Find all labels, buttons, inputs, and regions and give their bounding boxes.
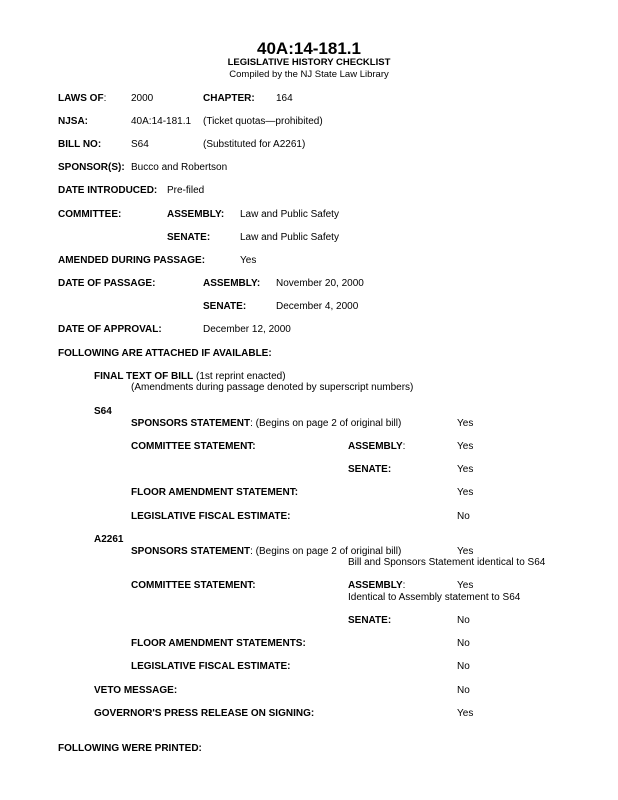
amended-value: Yes xyxy=(240,255,257,266)
press-value: Yes xyxy=(457,708,474,719)
approval-value: December 12, 2000 xyxy=(203,324,291,335)
njsa-note: (Ticket quotas—prohibited) xyxy=(203,116,323,127)
s64-committee-assembly-colon: : xyxy=(402,441,406,452)
passage-assembly-value: November 20, 2000 xyxy=(276,278,364,289)
bill-no-label: BILL NO: xyxy=(58,139,102,150)
chapter-label: CHAPTER: xyxy=(203,93,255,104)
s64-committee-assembly-row xyxy=(348,441,405,453)
a2261-fiscal-label: LEGISLATIVE FISCAL ESTIMATE: xyxy=(131,661,291,672)
a2261-sponsors-stmt-remark: Bill and Sponsors Statement identical to S64 xyxy=(348,557,546,568)
page-title: 40A:14-181.1 xyxy=(257,39,361,58)
committee-senate-label: SENATE: xyxy=(167,232,211,243)
veto-value: No xyxy=(457,685,470,696)
a2261-committee-assembly-remark: Identical to Assembly statement to S64 xyxy=(348,592,521,603)
s64-fiscal-value: No xyxy=(457,511,470,522)
laws-of-colon: : xyxy=(103,93,107,104)
s64-committee-senate-label: SENATE: xyxy=(348,464,392,475)
passage-senate-label: SENATE: xyxy=(203,301,247,312)
a2261-committee-assembly-row xyxy=(348,580,405,592)
date-introduced-value: Pre-filed xyxy=(167,185,205,196)
a2261-floor-value: No xyxy=(457,638,470,649)
s64-label: S64 xyxy=(94,406,112,417)
passage-label: DATE OF PASSAGE: xyxy=(58,278,156,289)
committee-senate-value: Law and Public Safety xyxy=(240,232,339,243)
printed-heading: FOLLOWING WERE PRINTED: xyxy=(58,743,202,754)
date-introduced-label: DATE INTRODUCED: xyxy=(58,185,158,196)
s64-sponsors-stmt-note: : (Begins on page 2 of original bill) xyxy=(250,418,402,429)
press-label: GOVERNOR'S PRESS RELEASE ON SIGNING: xyxy=(94,708,315,719)
a2261-floor-label: FLOOR AMENDMENT STATEMENTS: xyxy=(131,638,306,649)
final-text-note: (1st reprint enacted) xyxy=(193,371,286,382)
a2261-committee-assembly-colon: : xyxy=(402,580,406,591)
sponsors-value: Bucco and Robertson xyxy=(131,162,228,173)
checklist-subtitle: LEGISLATIVE HISTORY CHECKLIST xyxy=(227,57,391,68)
chapter-value: 164 xyxy=(276,93,293,104)
a2261-committee-senate-value: No xyxy=(457,615,470,626)
final-text-label: FINAL TEXT OF BILL xyxy=(94,371,194,382)
committee-assembly-label: ASSEMBLY: xyxy=(167,209,225,220)
bill-no-value: S64 xyxy=(131,139,149,150)
veto-label: VETO MESSAGE: xyxy=(94,685,178,696)
a2261-committee-assembly-value: Yes xyxy=(457,580,474,591)
final-text-note2: (Amendments during passage denoted by superscript numbers) xyxy=(131,382,414,393)
sponsors-label: SPONSOR(S): xyxy=(58,162,125,173)
s64-sponsors-stmt-row xyxy=(131,418,401,430)
s64-committee-assembly-value: Yes xyxy=(457,441,474,452)
amended-label: AMENDED DURING PASSAGE: xyxy=(58,255,206,266)
a2261-sponsors-stmt-note: : (Begins on page 2 of original bill) xyxy=(250,546,402,557)
a2261-committee-assembly-label: ASSEMBLY xyxy=(348,580,403,591)
njsa-value: 40A:14-181.1 xyxy=(131,116,192,127)
s64-committee-stmt-label: COMMITTEE STATEMENT: xyxy=(131,441,256,452)
s64-floor-label: FLOOR AMENDMENT STATEMENT: xyxy=(131,487,299,498)
njsa-label: NJSA: xyxy=(58,116,89,127)
bill-no-note: (Substituted for A2261) xyxy=(203,139,306,150)
a2261-committee-stmt-label: COMMITTEE STATEMENT: xyxy=(131,580,256,591)
laws-of-row xyxy=(58,93,106,105)
s64-sponsors-stmt-value: Yes xyxy=(457,418,474,429)
a2261-sponsors-stmt-label: SPONSORS STATEMENT xyxy=(131,546,251,557)
laws-of-label: LAWS OF xyxy=(58,93,104,104)
passage-senate-value: December 4, 2000 xyxy=(276,301,359,312)
s64-committee-senate-value: Yes xyxy=(457,464,474,475)
s64-committee-assembly-label: ASSEMBLY xyxy=(348,441,403,452)
s64-fiscal-label: LEGISLATIVE FISCAL ESTIMATE: xyxy=(131,511,291,522)
approval-label: DATE OF APPROVAL: xyxy=(58,324,162,335)
s64-sponsors-stmt-label: SPONSORS STATEMENT xyxy=(131,418,251,429)
a2261-label: A2261 xyxy=(94,534,124,545)
attached-heading: FOLLOWING ARE ATTACHED IF AVAILABLE: xyxy=(58,348,272,359)
s64-floor-value: Yes xyxy=(457,487,474,498)
compiled-by: Compiled by the NJ State Law Library xyxy=(229,69,389,80)
committee-assembly-value: Law and Public Safety xyxy=(240,209,339,220)
a2261-committee-senate-label: SENATE: xyxy=(348,615,392,626)
committee-label: COMMITTEE: xyxy=(58,209,122,220)
a2261-sponsors-stmt-value: Yes xyxy=(457,546,474,557)
a2261-fiscal-value: No xyxy=(457,661,470,672)
passage-assembly-label: ASSEMBLY: xyxy=(203,278,261,289)
laws-of-value: 2000 xyxy=(131,93,154,104)
